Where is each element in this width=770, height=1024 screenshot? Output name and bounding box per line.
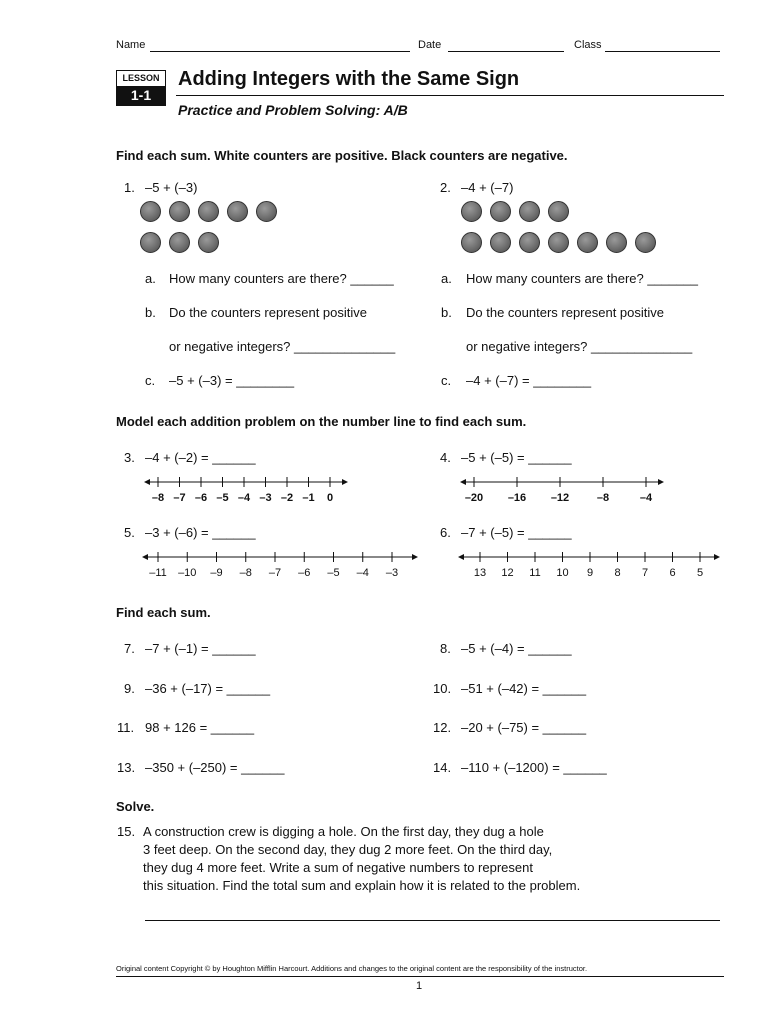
number-line-3-tick-label: –8 [151, 492, 165, 504]
number-line-4[interactable] [460, 474, 666, 506]
problem-13-text[interactable]: –350 + (–250) = ______ [145, 760, 285, 775]
name-label: Name [116, 39, 146, 51]
number-line-5-tick-label: –10 [178, 567, 197, 579]
problem-2b-text2[interactable]: or negative integers? ______________ [466, 339, 693, 354]
problem-1b-text2[interactable]: or negative integers? ______________ [169, 339, 396, 354]
number-line-3[interactable] [144, 474, 350, 506]
problem-8-label: 8. [440, 641, 451, 656]
number-line-3-tick-label: –5 [216, 492, 229, 504]
number-line-6-tick-label: 8 [614, 567, 621, 579]
problem-2-counter-negative [490, 232, 511, 253]
copyright-text: Original content Copyright © by Houghton Mifflin Harcourt. Additions and changes to the original content are the responsibility of the instructor. [116, 964, 588, 973]
problem-10-label: 10. [433, 681, 452, 696]
section2-instruction: Model each addition problem on the number line to find each sum. [116, 414, 527, 429]
number-line-6-tick-label: 9 [586, 567, 594, 579]
number-line-3-tick-label: –7 [173, 492, 186, 504]
number-line-6-tick-label: 10 [556, 567, 569, 579]
problem-6-label: 6. [440, 525, 451, 540]
answer-line-15[interactable] [145, 920, 720, 921]
problem-7-label: 7. [124, 641, 135, 656]
problem-1a-label: a. [145, 271, 156, 286]
problem-2c-label: c. [441, 373, 452, 388]
section4-instruction: Solve. [116, 799, 155, 814]
problem-9-text[interactable]: –36 + (–17) = ______ [145, 681, 271, 696]
problem-1-counter-negative [140, 232, 161, 253]
problem-2-counter-negative [548, 232, 569, 253]
number-line-6-tick-label: 6 [669, 567, 676, 579]
problem-15-line-2: 3 feet deep. On the second day, they dug 2 more feet. On the third day, [143, 842, 553, 857]
problem-3-text[interactable]: –4 + (–2) = ______ [145, 450, 256, 465]
number-line-6[interactable] [458, 549, 722, 581]
problem-11-text[interactable]: 98 + 126 = ______ [145, 720, 255, 735]
number-line-5-tick-label: –3 [385, 567, 399, 579]
number-line-4-tick-label: –4 [639, 492, 653, 504]
number-line-3-tick-label: –2 [280, 492, 294, 504]
date-field-line[interactable] [448, 51, 564, 52]
problem-12-label: 12. [433, 720, 452, 735]
problem-15-line-1: A construction crew is digging a hole. On the first day, they dug a hole [143, 824, 544, 839]
problem-2-counter-negative [519, 232, 540, 253]
number-line-6-tick-label: 11 [529, 567, 541, 579]
number-line-5-tick-label: –8 [239, 567, 252, 579]
lesson-badge-number: 1-1 [117, 86, 165, 105]
lesson-badge [116, 70, 166, 106]
problem-4-label: 4. [440, 450, 451, 465]
number-line-5-tick-label: –7 [268, 567, 282, 579]
problem-8-text[interactable]: –5 + (–4) = ______ [461, 641, 572, 656]
number-line-6-tick-label: 5 [696, 567, 704, 579]
problem-1-counter-negative [198, 232, 219, 253]
problem-15-label: 15. [117, 824, 136, 839]
problem-5-label: 5. [124, 525, 135, 540]
problem-12-text[interactable]: –20 + (–75) = ______ [461, 720, 587, 735]
problem-7-text[interactable]: –7 + (–1) = ______ [145, 641, 256, 656]
number-line-3-tick-label: –4 [237, 492, 251, 504]
section1-instruction: Find each sum. White counters are positive. Black counters are negative. [116, 148, 568, 163]
problem-1b-text: Do the counters represent positive [169, 305, 367, 320]
problem-15-line-3: they dug 4 more feet. Write a sum of negative numbers to represent [143, 860, 533, 875]
problem-9-label: 9. [124, 681, 135, 696]
problem-1-counter-negative [169, 201, 190, 222]
number-line-5-tick-label: –9 [210, 567, 223, 579]
problem-2-counter-negative [461, 201, 482, 222]
problem-1c-text[interactable]: –5 + (–3) = ________ [169, 373, 295, 388]
problem-1-expression: –5 + (–3) [145, 180, 198, 195]
problem-2-counter-negative [461, 232, 482, 253]
problem-1b-label: b. [145, 305, 156, 320]
number-line-6-tick-label: 7 [641, 567, 649, 579]
class-label: Class [574, 39, 602, 51]
number-line-4-tick-label: –12 [550, 492, 570, 504]
problem-2-label: 2. [440, 180, 451, 195]
problem-2-counter-negative [548, 201, 569, 222]
problem-14-text[interactable]: –110 + (–1200) = ______ [461, 760, 607, 775]
number-line-4-tick-label: –8 [596, 492, 610, 504]
date-label: Date [418, 39, 442, 51]
problem-2b-text: Do the counters represent positive [466, 305, 664, 320]
title-divider [176, 95, 724, 96]
number-line-5-tick-label: –6 [298, 567, 311, 579]
problem-2-counter-negative [519, 201, 540, 222]
problem-5-text[interactable]: –3 + (–6) = ______ [145, 525, 256, 540]
page-subtitle: Practice and Problem Solving: A/B [178, 102, 408, 118]
number-line-5[interactable] [142, 549, 420, 581]
problem-1-counter-negative [140, 201, 161, 222]
problem-2a-label: a. [441, 271, 452, 286]
problem-3-label: 3. [124, 450, 135, 465]
class-field-line[interactable] [605, 51, 720, 52]
problem-6-text[interactable]: –7 + (–5) = ______ [461, 525, 572, 540]
lesson-badge-label: LESSON [117, 71, 165, 86]
problem-1a-text[interactable]: How many counters are there? ______ [169, 271, 394, 286]
number-line-6-tick-label: 13 [473, 567, 487, 579]
problem-2a-text[interactable]: How many counters are there? _______ [466, 271, 698, 286]
footer-divider [116, 976, 724, 977]
problem-11-label: 11. [117, 720, 135, 735]
number-line-3-tick-label: 0 [326, 492, 334, 504]
problem-14-label: 14. [433, 760, 452, 775]
problem-1-label: 1. [124, 180, 135, 195]
page-number: 1 [416, 980, 423, 992]
name-field-line[interactable] [150, 51, 410, 52]
problem-1-counter-negative [198, 201, 219, 222]
number-line-6-tick-label: 12 [501, 567, 514, 579]
problem-2b-label: b. [441, 305, 452, 320]
problem-2-counter-negative [577, 232, 598, 253]
problem-1-counter-negative [256, 201, 277, 222]
number-line-4-tick-label: –16 [507, 492, 527, 504]
section3-instruction: Find each sum. [116, 605, 211, 620]
problem-2c-text[interactable]: –4 + (–7) = ________ [466, 373, 592, 388]
page-title: Adding Integers with the Same Sign [178, 68, 520, 90]
number-line-3-tick-label: –6 [194, 492, 208, 504]
number-line-3-tick-label: –3 [259, 492, 272, 504]
number-line-5-tick-label: –5 [327, 567, 340, 579]
problem-4-text[interactable]: –5 + (–5) = ______ [461, 450, 572, 465]
problem-1c-label: c. [145, 373, 156, 388]
problem-15-line-4: this situation. Find the total sum and explain how it is related to the problem. [143, 878, 581, 893]
problem-1-counter-negative [227, 201, 248, 222]
problem-2-counter-negative [490, 201, 511, 222]
problem-13-label: 13. [117, 760, 136, 775]
number-line-4-tick-label: –20 [464, 492, 484, 504]
problem-2-counter-negative [635, 232, 656, 253]
number-line-5-tick-label: –4 [356, 567, 369, 579]
problem-10-text[interactable]: –51 + (–42) = ______ [461, 681, 587, 696]
number-line-3-tick-label: –1 [302, 492, 315, 504]
problem-1-counter-negative [169, 232, 190, 253]
problem-2-counter-negative [606, 232, 627, 253]
number-line-5-tick-label: –11 [149, 567, 167, 579]
problem-2-expression: –4 + (–7) [461, 180, 514, 195]
